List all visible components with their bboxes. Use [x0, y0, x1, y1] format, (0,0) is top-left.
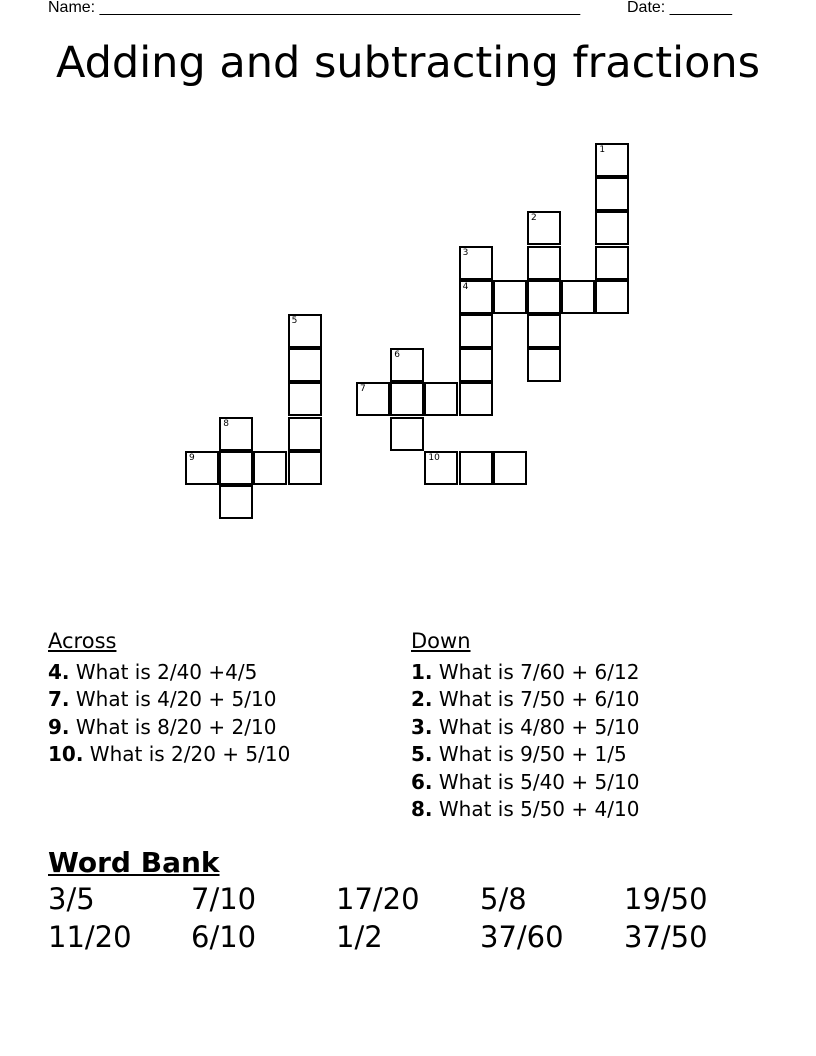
word-bank-item: 17/20 — [336, 882, 420, 916]
word-bank-item: 5/8 — [480, 882, 527, 916]
clue-text: What is 8/20 + 2/10 — [75, 714, 277, 739]
word-bank-item: 11/20 — [48, 920, 132, 954]
crossword-cell[interactable] — [459, 314, 493, 348]
clue-number: 9. — [48, 714, 70, 739]
clue-text: What is 4/80 + 5/10 — [438, 714, 640, 739]
crossword-cell[interactable] — [288, 314, 322, 348]
crossword-cell[interactable] — [595, 177, 629, 211]
page-title: Adding and subtracting fractions — [55, 38, 761, 88]
cell-number: 4 — [462, 281, 469, 292]
crossword-cell[interactable] — [527, 246, 561, 280]
crossword-cell[interactable] — [595, 143, 629, 177]
clue-text: What is 2/40 +4/5 — [75, 660, 258, 684]
crossword-cell[interactable] — [219, 485, 253, 519]
clue-number: 3. — [411, 714, 433, 739]
across-clue — [48, 686, 290, 713]
crossword-cell[interactable] — [424, 451, 458, 485]
crossword-cell[interactable] — [288, 451, 322, 485]
word-bank-item: 3/5 — [48, 882, 95, 916]
clue-number: 4. — [48, 660, 70, 684]
cell-number: 3 — [462, 247, 469, 258]
clue-number: 2. — [411, 687, 433, 712]
word-bank-item: 1/2 — [336, 920, 383, 954]
crossword-cell[interactable] — [595, 280, 629, 314]
clue-number: 8. — [411, 796, 433, 821]
across-clue — [48, 714, 290, 741]
cell-number: 7 — [360, 384, 366, 395]
crossword-cell[interactable] — [595, 246, 629, 280]
cell-number: 2 — [531, 213, 537, 224]
across-heading: Across — [48, 629, 117, 653]
clue-number: 7. — [48, 687, 70, 712]
cell-number: 5 — [291, 316, 298, 326]
cell-number: 6 — [394, 350, 400, 361]
crossword-cell[interactable] — [527, 314, 561, 348]
crossword-cell[interactable] — [185, 451, 219, 485]
clue-text: What is 2/20 + 5/10 — [89, 742, 291, 767]
down-clue — [411, 659, 639, 686]
crossword-cell[interactable] — [459, 246, 493, 280]
name-field-label: Name: ______________________________________________________ — [48, 0, 581, 16]
across-clue — [48, 741, 290, 768]
crossword-cell[interactable] — [288, 348, 322, 382]
down-clue — [411, 796, 639, 823]
crossword-cell[interactable] — [288, 382, 322, 416]
clue-text: What is 4/20 + 5/10 — [75, 687, 277, 712]
clue-number: 1. — [411, 660, 433, 684]
crossword-cell[interactable] — [424, 382, 458, 416]
crossword-cell[interactable] — [356, 382, 390, 416]
across-clue-list — [48, 659, 290, 769]
down-clue — [411, 741, 639, 768]
word-bank-item: 19/50 — [624, 882, 708, 916]
down-clue — [411, 686, 639, 713]
word-bank-item: 37/60 — [480, 920, 564, 954]
clue-number: 6. — [411, 769, 433, 794]
cell-number: 10 — [428, 452, 440, 463]
crossword-cell[interactable] — [459, 280, 493, 314]
clue-text: What is 9/50 + 1/5 — [438, 742, 627, 767]
down-clue-list — [411, 659, 639, 823]
crossword-cell[interactable] — [390, 382, 424, 416]
word-bank-item: 7/10 — [191, 882, 257, 916]
crossword-cell[interactable] — [390, 348, 424, 382]
crossword-cell[interactable] — [527, 348, 561, 382]
crossword-cell[interactable] — [561, 280, 595, 314]
crossword-cell[interactable] — [459, 382, 493, 416]
down-clue — [411, 769, 639, 796]
crossword-cell[interactable] — [493, 280, 527, 314]
down-heading: Down — [411, 629, 471, 653]
crossword-cell[interactable] — [595, 211, 629, 245]
crossword-cell[interactable] — [459, 451, 493, 485]
word-bank-heading: Word Bank — [48, 846, 220, 879]
date-field-label: Date: _______ — [627, 0, 732, 16]
crossword-cell[interactable] — [527, 280, 561, 314]
cell-number: 1 — [599, 145, 606, 155]
down-clue — [411, 714, 639, 741]
crossword-cell[interactable] — [390, 417, 424, 451]
word-bank-item: 6/10 — [191, 920, 257, 954]
word-bank-item: 37/50 — [624, 920, 708, 954]
crossword-cell[interactable] — [493, 451, 527, 485]
clue-text: What is 7/60 + 6/12 — [438, 660, 640, 684]
cell-number: 9 — [189, 452, 195, 463]
crossword-cell[interactable] — [527, 211, 561, 245]
crossword-cell[interactable] — [253, 451, 287, 485]
crossword-cell[interactable] — [219, 417, 253, 451]
cell-number: 8 — [223, 418, 229, 429]
clue-text: What is 5/40 + 5/10 — [438, 769, 640, 794]
across-clue — [48, 659, 290, 686]
crossword-cell[interactable] — [459, 348, 493, 382]
clue-number: 5. — [411, 742, 433, 767]
clue-number: 10. — [48, 742, 84, 767]
crossword-cell[interactable] — [288, 417, 322, 451]
crossword-cell[interactable] — [219, 451, 253, 485]
clue-text: What is 5/50 + 4/10 — [438, 796, 640, 821]
clue-text: What is 7/50 + 6/10 — [438, 687, 640, 712]
